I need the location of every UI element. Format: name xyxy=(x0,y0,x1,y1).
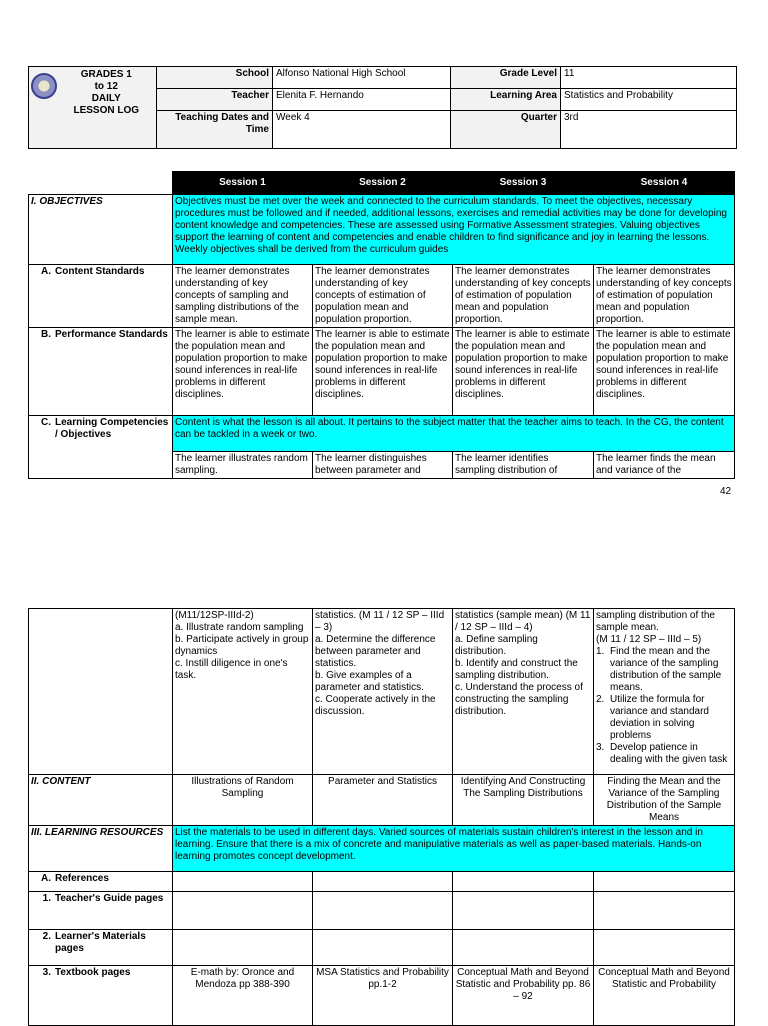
resources-text: List the materials to be used in different days. Varied sources of materials sustain children's interest in the lesson and in learning. Ensure that there is a mix of concrete and manipulative materials as well as paper-based materials. Hands-on learning promotes concept development. xyxy=(173,826,735,872)
grade-level-label: Grade Level xyxy=(451,67,561,89)
row-label: References xyxy=(55,873,109,884)
competency-line: b. Participate actively in group dynamics xyxy=(175,634,309,657)
page-number: 42 xyxy=(720,486,732,497)
lesson-table-page-1 xyxy=(28,171,735,479)
blank-corner xyxy=(29,172,173,195)
textbook-s1: E-math by: Oronce and Mendoza pp 388-390 xyxy=(173,966,313,1026)
content-s2: Parameter and Statistics xyxy=(313,775,453,826)
content-s4: Finding the Mean and the Variance of the Sampling Distribution of the Sample Means xyxy=(594,775,735,826)
content-standards-label xyxy=(29,265,173,328)
dll-title xyxy=(57,67,157,149)
dates-label: Teaching Dates and Time xyxy=(157,111,273,149)
competency-line: c. Understand the process of constructing the sampling distribution. xyxy=(455,682,583,717)
row-label: Learner's Materials pages xyxy=(55,931,146,954)
performance-standards-s2: The learner is able to estimate the population mean and population proportion to make sound inferences in real-life problems in different disciplines. xyxy=(313,328,453,416)
objectives-label: I. OBJECTIVES xyxy=(29,195,173,265)
competency-line: (M11/12SP-IIId-2) xyxy=(175,610,254,621)
title-line: DAILY xyxy=(91,93,121,104)
session-4-header: Session 4 xyxy=(594,172,735,195)
competency-line: b. Give examples of a parameter and statistics. xyxy=(315,670,424,693)
list-text: Utilize the formula for variance and standard deviation in solving problems xyxy=(610,694,709,741)
session-3-header: Session 3 xyxy=(453,172,594,195)
performance-standards-label xyxy=(29,328,173,416)
references-s4 xyxy=(594,872,735,892)
content-s3: Identifying And Constructing The Sampling Distributions xyxy=(453,775,594,826)
teachers-guide-s4 xyxy=(594,892,735,930)
list-text: Find the mean and the variance of the sampling distribution of the sample means. xyxy=(610,646,722,693)
logo-cell xyxy=(29,67,57,149)
content-s1: Illustrations of Random Sampling xyxy=(173,775,313,826)
row-label: Textbook pages xyxy=(55,967,131,978)
list-number: 2. xyxy=(596,694,605,705)
learning-area-label: Learning Area xyxy=(451,89,561,111)
content-standards-s1: The learner demonstrates understanding of key concepts of sampling and sampling distributions of the sample mean. xyxy=(173,265,313,328)
learning-area-value: Statistics and Probability xyxy=(561,89,737,111)
title-line: GRADES 1 xyxy=(80,69,132,80)
competency-line: statistics (sample mean) (M 11 / 12 SP – IIId – 4) xyxy=(455,610,591,633)
row-letter: C. xyxy=(41,417,51,428)
performance-standards-s4: The learner is able to estimate the population mean and population proportion to make sound inferences in real-life problems in different disciplines. xyxy=(594,328,735,416)
title-line: LESSON LOG xyxy=(73,105,140,116)
learners-materials-s1 xyxy=(173,930,313,966)
competencies-cont-s1 xyxy=(173,609,313,775)
school-label: School xyxy=(157,67,273,89)
competency-line: c. Instill diligence in one's task. xyxy=(175,658,288,681)
content-standards-s3: The learner demonstrates understanding of key concepts of estimation of population mean and population proportion. xyxy=(453,265,594,328)
row-letter: 3. xyxy=(42,967,51,978)
content-standards-s2: The learner demonstrates understanding of key concepts of estimation of population mean and population proportion. xyxy=(313,265,453,328)
textbook-label xyxy=(29,966,173,1026)
row-letter: B. xyxy=(41,329,51,340)
competencies-s3: The learner identifies sampling distribution of xyxy=(453,452,594,479)
school-value: Alfonso National High School xyxy=(273,67,451,89)
textbook-s2: MSA Statistics and Probability pp.1-2 xyxy=(313,966,453,1026)
references-s1 xyxy=(173,872,313,892)
teachers-guide-label xyxy=(29,892,173,930)
row-letter: 1. xyxy=(42,893,51,904)
list-text: Develop patience in dealing with the given task xyxy=(610,742,728,765)
learners-materials-label xyxy=(29,930,173,966)
references-label xyxy=(29,872,173,892)
grade-level-value: 11 xyxy=(561,67,737,89)
content-standards-s4: The learner demonstrates understanding of key concepts of estimation of population mean and population proportion. xyxy=(594,265,735,328)
row-label: Teacher's Guide pages xyxy=(55,893,164,904)
list-item xyxy=(596,694,732,742)
competencies-note: Content is what the lesson is all about. It pertains to the subject matter that the teacher aims to teach. In the CG, the content can be tackled in a week or two. xyxy=(173,416,735,452)
teacher-label: Teacher xyxy=(157,89,273,111)
dates-value: Week 4 xyxy=(273,111,451,149)
session-1-header: Session 1 xyxy=(173,172,313,195)
learners-materials-s2 xyxy=(313,930,453,966)
teachers-guide-s3 xyxy=(453,892,594,930)
continued-label-cell xyxy=(29,609,173,775)
competency-list xyxy=(596,646,732,766)
teachers-guide-s2 xyxy=(313,892,453,930)
competencies-s4: The learner finds the mean and variance of the xyxy=(594,452,735,479)
content-label: II. CONTENT xyxy=(29,775,173,826)
learners-materials-s3 xyxy=(453,930,594,966)
performance-standards-s1: The learner is able to estimate the population mean and population proportion to make sound inferences in real-life problems in different disciplines. xyxy=(173,328,313,416)
competency-line: a. Illustrate random sampling xyxy=(175,622,304,633)
row-letter: A. xyxy=(41,873,51,884)
title-line: to 12 xyxy=(94,81,118,92)
competency-line: b. Identify and construct the sampling distribution. xyxy=(455,658,578,681)
competency-line: a. Define sampling distribution. xyxy=(455,634,538,657)
competencies-cont-s3 xyxy=(453,609,594,775)
lesson-table-page-2 xyxy=(28,608,735,1026)
teacher-value: Elenita F. Hernando xyxy=(273,89,451,111)
competencies-s2: The learner distinguishes between parameter and xyxy=(313,452,453,479)
deped-seal-icon xyxy=(31,73,57,99)
list-item xyxy=(596,646,732,694)
objectives-text: Objectives must be met over the week and connected to the curriculum standards. To meet the objectives, necessary procedures must be followed and if needed, additional lessons, exercises and remedial activities may be done for developing content knowledge and competencies. These are assessed using Formative Assessment strategies. Valuing objectives support the learning of content and competencies and enable children to find significance and joy in learning the lessons. Weekly objectives shall be derived from the curriculum guides xyxy=(173,195,735,265)
session-2-header: Session 2 xyxy=(313,172,453,195)
list-number: 3. xyxy=(596,742,605,753)
performance-standards-s3: The learner is able to estimate the population mean and population proportion to make sound inferences in real-life problems in different disciplines. xyxy=(453,328,594,416)
quarter-label: Quarter xyxy=(451,111,561,149)
competencies-s1: The learner illustrates random sampling. xyxy=(173,452,313,479)
competencies-label xyxy=(29,416,173,479)
row-letter: A. xyxy=(41,266,51,277)
list-number: 1. xyxy=(596,646,605,657)
learners-materials-s4 xyxy=(594,930,735,966)
header-table xyxy=(28,66,737,149)
competency-line: a. Determine the difference between parameter and statistics. xyxy=(315,634,436,669)
row-letter: 2. xyxy=(42,931,51,942)
competency-line: sampling distribution of the sample mean. xyxy=(596,610,715,633)
competency-line: c. Cooperate actively in the discussion. xyxy=(315,694,436,717)
competencies-cont-s4 xyxy=(594,609,735,775)
competency-line: (M 11 / 12 SP – IIId – 5) xyxy=(596,634,702,645)
competencies-cont-s2 xyxy=(313,609,453,775)
resources-label: III. LEARNING RESOURCES xyxy=(29,826,173,872)
row-label: Performance Standards xyxy=(55,329,168,340)
quarter-value: 3rd xyxy=(561,111,737,149)
teachers-guide-s1 xyxy=(173,892,313,930)
row-label: Content Standards xyxy=(55,266,145,277)
textbook-s4: Conceptual Math and Beyond Statistic and Probability xyxy=(594,966,735,1026)
references-s2 xyxy=(313,872,453,892)
row-label: Learning Competencies / Objectives xyxy=(55,417,169,440)
references-s3 xyxy=(453,872,594,892)
textbook-s3: Conceptual Math and Beyond Statistic and Probability pp. 86 – 92 xyxy=(453,966,594,1026)
competency-line: statistics. (M 11 / 12 SP – IIId – 3) xyxy=(315,610,445,633)
list-item xyxy=(596,742,732,766)
